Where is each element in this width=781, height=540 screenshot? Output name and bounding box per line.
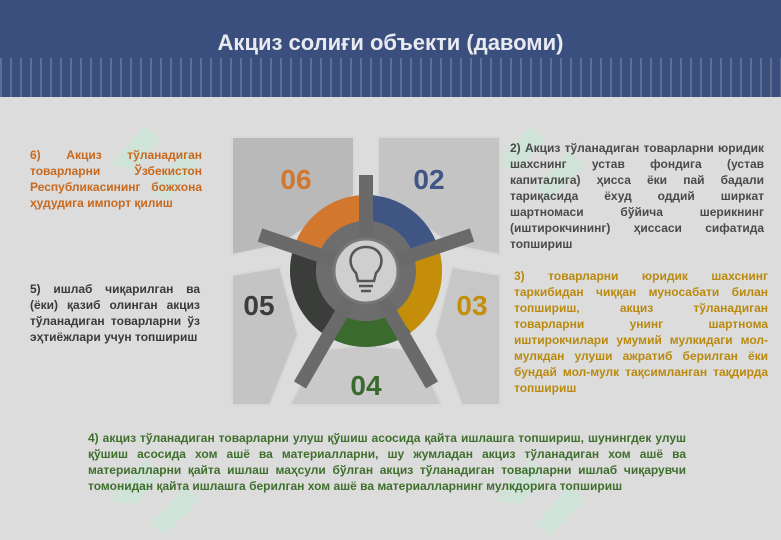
item-5-text: 5) ишлаб чиқарилган ва (ёки) қазиб олинган акциз тўланадиган товарларни ўз эҳтиёжлари учун топшириш xyxy=(30,282,200,344)
item-2-text: 2) Акциз тўланадиган товарларни юридик шахснинг устав фондига (устав капиталига) ҳисса ёки пай бадали тариқасида ёхуд оддий ширкат шартномаси бўйича шерикнинг (иштирокчининг) ҳиссаси сифатида топшириш xyxy=(510,141,764,251)
number-02: 02 xyxy=(413,164,445,195)
item-3-text: 3) товарларни юридик шахснинг таркибидан чиққан муносабати билан топшириш, акциз тўланадиган товарларни унинг шартнома иштирокчилари умумий мулкидаги мол-мулкдан улуши ажратиб берилган ёки бундай мол-мулк тақсимланган тақдирда топшириш xyxy=(514,269,768,395)
item-6-text: 6) Акциз тўланадиган товарларни Ўзбекистон Республикасининг божхона ҳудудига импорт қилиш xyxy=(30,148,202,210)
number-05: 05 xyxy=(243,290,275,321)
number-06: 06 xyxy=(280,164,312,195)
page-title: Акциз солиғи объекти (давоми) xyxy=(217,30,564,55)
panel-03 xyxy=(435,267,500,405)
number-03: 03 xyxy=(456,290,488,321)
number-04: 04 xyxy=(350,370,382,401)
header-pattern xyxy=(0,58,781,97)
item-4-text: 4) акциз тўланадиган товарларни улуш қўшиш асосида қайта ишлашга топшириш, шунингдек улуш қўшиш асосида хом ашё ва материалларни, шу жумладан акциз тўланадиган хом ашё ва материалларни қайта ишлаш маҳсули бўлган акциз тўланадиган товарларни ишлаб чиқарувчи томонидан қайта ишлашга берилган хом ашё ва материалларнинг мулкдорига топшириш xyxy=(88,431,686,493)
panel-05 xyxy=(232,267,298,405)
cycle-diagram xyxy=(230,135,502,407)
